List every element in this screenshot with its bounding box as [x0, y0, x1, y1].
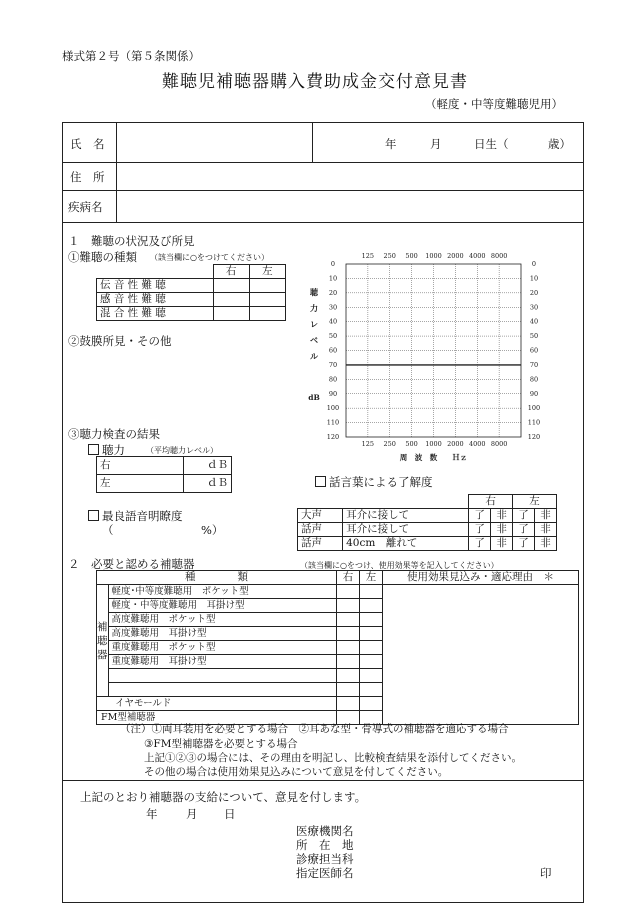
word-label: 話言葉による了解度	[329, 475, 433, 489]
section2-heading: ２ 必要と認める補聴器	[68, 557, 195, 571]
type-conductive-right[interactable]	[213, 279, 249, 293]
db-tick-right-10: 10	[529, 274, 539, 283]
speech-label: 最良語音明瞭度	[102, 509, 183, 523]
freq-tick-top-500: 500	[405, 252, 418, 260]
audiogram	[296, 244, 556, 464]
db-tick-left-70: 70	[328, 360, 338, 369]
ylabel-char-3: ベ	[310, 335, 318, 345]
word-row-2-right-ng[interactable]: 非	[491, 523, 513, 537]
hearing-type-label: ①難聴の種類	[68, 250, 137, 264]
word-row-2-b: 耳介に接して	[343, 523, 469, 537]
ylabel-char-1: 力	[310, 303, 318, 313]
freq-tick-top-1000: 1000	[425, 252, 442, 260]
table-row	[298, 509, 557, 523]
aid-item-1-left[interactable]	[359, 585, 382, 599]
freq-tick-top-125: 125	[361, 252, 375, 260]
institution-label: 医療機関名	[296, 824, 354, 838]
freq-tick-bottom-125: 125	[361, 440, 375, 448]
aid-item-6-left[interactable]	[359, 655, 382, 669]
db-tick-left-40: 40	[328, 317, 338, 326]
freq-tick-bottom-8000: 8000	[490, 440, 508, 448]
type-mixed-right[interactable]	[213, 307, 249, 321]
word-row-3-b: 40cm 離れて	[343, 537, 469, 551]
doctor-info-field[interactable]	[362, 821, 532, 879]
ylabel-char-2: レ	[310, 319, 318, 329]
hearing-type-table	[96, 264, 286, 321]
speech-unit: %）	[201, 523, 224, 537]
aid-item-5-right[interactable]	[336, 641, 359, 655]
footer-year: 年	[146, 807, 158, 821]
db-tick-left-20: 20	[328, 288, 338, 297]
freq-tick-top-8000: 8000	[490, 252, 508, 260]
aid-item-3-right[interactable]	[336, 613, 359, 627]
aid-item-2-left[interactable]	[359, 599, 382, 613]
hearing-left-db[interactable]: ｄＢ	[184, 475, 232, 493]
db-tick-right-120: 120	[527, 433, 541, 441]
word-row-1-left-ok[interactable]: 了	[513, 509, 535, 523]
word-col-left: 左	[513, 495, 557, 509]
eardrum-field[interactable]	[68, 350, 288, 425]
word-row-1-left-ng[interactable]: 非	[535, 509, 557, 523]
word-understanding-row	[315, 474, 433, 490]
address-field[interactable]	[118, 164, 582, 188]
table-row	[97, 293, 286, 307]
word-checkbox[interactable]	[315, 476, 326, 487]
word-table	[297, 494, 557, 551]
type-conductive: 伝 音 性 難 聴	[97, 279, 214, 293]
hearing-aid-side-label: 補 聴 器	[97, 585, 109, 697]
aid-item-3-left[interactable]	[359, 613, 382, 627]
word-row-2-left-ng[interactable]: 非	[535, 523, 557, 537]
col-type: 種 類	[97, 571, 337, 585]
hearing-label: 聴力	[102, 443, 125, 457]
aid-item-2: 軽度・中等度難聴用 耳掛け型	[108, 599, 336, 613]
db-tick-left-80: 80	[328, 375, 338, 384]
word-row-3-right-ok[interactable]: 了	[469, 537, 491, 551]
freq-tick-top-250: 250	[383, 252, 396, 260]
type-sensorineural-right[interactable]	[213, 293, 249, 307]
db-tick-left-60: 60	[328, 346, 338, 355]
db-tick-left-100: 100	[326, 404, 340, 413]
audiogram-xlabel: 周 波 数 Ｈｚ	[399, 453, 468, 462]
address-label: 住 所	[70, 170, 105, 184]
db-tick-right-100: 100	[527, 404, 541, 413]
word-row-3-left-ng[interactable]: 非	[535, 537, 557, 551]
earmold-right[interactable]	[336, 697, 359, 711]
hearing-right-db[interactable]: ｄＢ	[184, 457, 232, 475]
table-row	[97, 585, 579, 599]
db-tick-left-0: 0	[330, 260, 336, 268]
hearing-checkbox[interactable]	[88, 444, 99, 455]
note-line-1: （注）①両耳装用を必要とする場合 ②耳あな型・骨導式の補聴器を適応する場合	[120, 723, 509, 735]
footer-day: 日	[224, 807, 236, 821]
disease-field[interactable]	[118, 192, 582, 220]
name-label: 氏 名	[70, 137, 105, 151]
name-field[interactable]	[118, 124, 310, 160]
word-row-1-b: 耳介に接して	[343, 509, 469, 523]
footer-month: 月	[186, 807, 198, 821]
table-row	[298, 523, 557, 537]
disease-label: 疾病名	[68, 200, 103, 214]
db-tick-right-20: 20	[529, 288, 539, 297]
db-unit-label: dB	[308, 393, 320, 402]
table-row	[97, 279, 286, 293]
table-row	[298, 537, 557, 551]
table-row	[97, 307, 286, 321]
note-line-2: ③FM型補聴器を必要とする場合	[144, 738, 298, 750]
type-col-left: 左	[249, 265, 285, 279]
aid-item-4-left[interactable]	[359, 627, 382, 641]
freq-tick-bottom-250: 250	[383, 440, 396, 448]
note-line-4: その他の場合は使用効果見込みについて意見を付してください。	[144, 766, 449, 778]
aid-item-1: 軽度･中等度難聴用 ポケット型	[108, 585, 336, 599]
db-tick-right-30: 30	[529, 303, 539, 312]
type-col-right: 右	[213, 265, 249, 279]
db-tick-right-50: 50	[529, 332, 539, 341]
section1-heading: １ 難聴の状況及び所見	[68, 234, 195, 248]
word-row-1-a: 大声	[298, 509, 343, 523]
hearing-type-note: （該当欄に○をつけてください）	[150, 253, 269, 262]
age-label: 歳）	[548, 137, 571, 151]
doctor-label: 指定医師名	[296, 866, 354, 880]
freq-tick-bottom-2000: 2000	[447, 440, 464, 448]
db-tick-left-120: 120	[326, 433, 340, 441]
eardrum-label: ②鼓膜所見・その他	[68, 334, 172, 348]
seal-label: 印	[540, 866, 552, 880]
freq-tick-top-4000: 4000	[468, 252, 486, 260]
db-tick-right-90: 90	[529, 389, 539, 398]
ylabel-char-0: 聴	[310, 287, 318, 297]
freq-tick-bottom-4000: 4000	[468, 440, 486, 448]
freq-tick-bottom-1000: 1000	[425, 440, 442, 448]
birth-day-label: 日生（	[474, 137, 509, 151]
aid-item-4-right[interactable]	[336, 627, 359, 641]
hearing-aid-table	[96, 570, 579, 725]
reason-field[interactable]	[382, 585, 578, 725]
type-sensorineural-left[interactable]	[249, 293, 285, 307]
db-tick-right-70: 70	[529, 360, 539, 369]
speech-checkbox[interactable]	[88, 510, 99, 521]
birth-month-label: 月	[430, 137, 442, 151]
db-tick-left-50: 50	[328, 332, 338, 341]
type-mixed: 混 合 性 難 聴	[97, 307, 214, 321]
hearing-level-table	[96, 456, 232, 493]
db-tick-right-0: 0	[531, 260, 537, 268]
word-row-3-left-ok[interactable]: 了	[513, 537, 535, 551]
aid-item-1-right[interactable]	[336, 585, 359, 599]
db-tick-left-110: 110	[326, 418, 340, 427]
col-left: 左	[359, 571, 382, 585]
hearing-note: （平均聴力レベル）	[146, 446, 218, 455]
aid-item-4: 高度難聴用 耳掛け型	[108, 627, 336, 641]
word-col-right: 右	[469, 495, 513, 509]
db-tick-right-80: 80	[529, 375, 539, 384]
earmold-item: イヤモールド	[97, 697, 337, 711]
word-row-3-right-ng[interactable]: 非	[491, 537, 513, 551]
db-tick-right-110: 110	[527, 418, 541, 427]
location-label: 所 在 地	[296, 838, 354, 852]
word-row-2-right-ok[interactable]: 了	[469, 523, 491, 537]
aid-item-3: 高度難聴用 ポケット型	[108, 613, 336, 627]
col-right: 右	[336, 571, 359, 585]
db-tick-right-60: 60	[529, 346, 539, 355]
word-row-1-right-ok[interactable]: 了	[469, 509, 491, 523]
hearing-right-label: 右	[97, 457, 184, 475]
word-row-2-a: 話声	[298, 523, 343, 537]
aid-item-6: 重度難聴用 耳掛け型	[108, 655, 336, 669]
note-line-3: 上記①②③の場合には、その理由を明記し、比較検査結果を添付してください。	[144, 752, 522, 764]
earmold-left[interactable]	[359, 697, 382, 711]
aid-item-5-left[interactable]	[359, 641, 382, 655]
word-row-1-right-ng[interactable]: 非	[491, 509, 513, 523]
db-tick-left-10: 10	[328, 274, 338, 283]
birth-year-label: 年	[385, 137, 397, 151]
type-sensorineural: 感 音 性 難 聴	[97, 293, 214, 307]
footer-statement: 上記のとおり補聴器の支給について、意見を付します。	[80, 790, 367, 804]
hearing-left-label: 左	[97, 475, 184, 493]
type-mixed-left[interactable]	[249, 307, 285, 321]
freq-tick-top-2000: 2000	[447, 252, 464, 260]
form-number: 様式第２号（第５条関係）	[62, 49, 200, 63]
db-tick-left-30: 30	[328, 303, 338, 312]
type-conductive-left[interactable]	[249, 279, 285, 293]
freq-tick-bottom-500: 500	[405, 440, 418, 448]
aid-item-6-right[interactable]	[336, 655, 359, 669]
fm-item: FM型補聴器	[97, 711, 337, 725]
word-row-2-left-ok[interactable]: 了	[513, 523, 535, 537]
db-tick-right-40: 40	[529, 317, 539, 326]
db-tick-left-90: 90	[328, 389, 338, 398]
aid-item-2-right[interactable]	[336, 599, 359, 613]
aid-item-5: 重度難聴用 ポケット型	[108, 641, 336, 655]
speech-paren-open: （	[102, 523, 114, 537]
ylabel-char-4: ル	[310, 351, 318, 361]
department-label: 診療担当科	[296, 852, 354, 866]
page-title: 難聴児補聴器購入費助成金交付意見書	[162, 72, 468, 92]
section2-note: （該当欄に○をつけ、使用効果等を記入してください）	[300, 561, 499, 570]
col-reason: 使用効果見込み・適応理由 ＊	[382, 571, 578, 585]
test-results-label: ③聴力検査の結果	[68, 427, 160, 441]
word-row-3-a: 話声	[298, 537, 343, 551]
page-subtitle: （軽度・中等度難聴児用）	[425, 97, 563, 111]
